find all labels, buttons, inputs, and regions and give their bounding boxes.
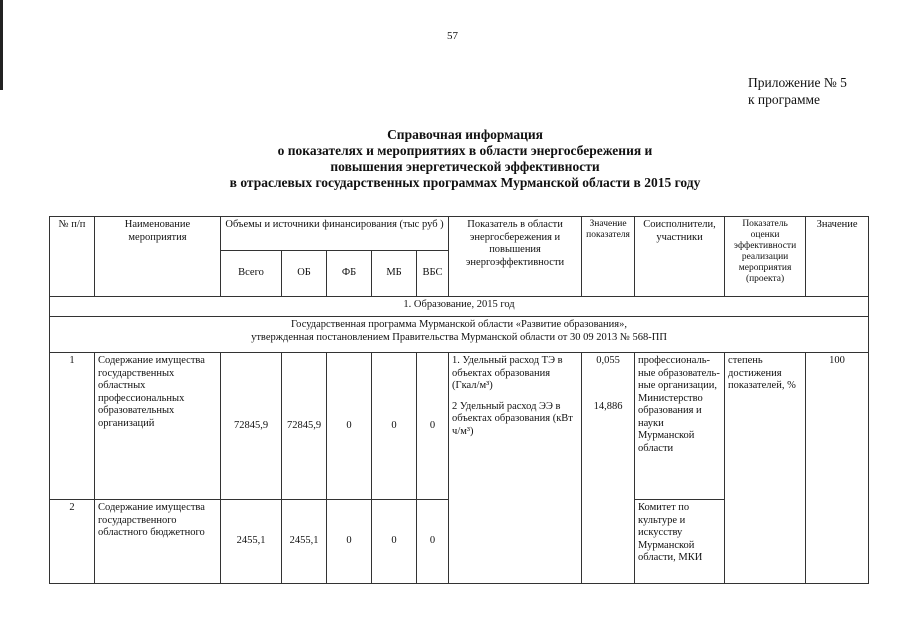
row-1-name: Содержание имущества государственных областных профессиональных образовательных организаций (95, 353, 221, 500)
indicator-values-cell (582, 353, 635, 584)
header-funding: Объемы и источники финансирования (тыс руб ) (221, 217, 449, 251)
program-line-1: Государственная программа Мурманской области «Развитие образования», (291, 319, 627, 330)
header-vbs: ВБС (417, 251, 449, 297)
header-eff-indicator: Показатель оценки эффективности реализации мероприятия (проекта) (725, 217, 806, 297)
header-partners: Соисполнители, участники (635, 217, 725, 297)
table-row (50, 353, 869, 500)
section-row (50, 297, 869, 317)
indicator-1: 1. Удельный расход ТЭ в объектах образования (Гкал/м³) (452, 355, 563, 391)
row-2-fb: 0 (327, 500, 372, 584)
info-table (49, 216, 869, 584)
header-mb: МБ (372, 251, 417, 297)
row-2-total: 2455,1 (221, 500, 282, 584)
header-indicator: Показатель в области энергосбережения и повышения энергоэффективности (449, 217, 582, 297)
section-title: 1. Образование, 2015 год (50, 297, 869, 317)
program-line-2: утвержденная постановлением Правительства Мурманской области от 30 09 2013 № 568-ПП (251, 331, 667, 343)
row-1-ob: 72845,9 (282, 353, 327, 500)
title-line-4: в отраслевых государственных программах Мурманской области в 2015 году (229, 175, 701, 190)
indicator-2: 2 Удельный расход ЭЭ в объектах образования (кВт ч/м³) (452, 400, 573, 437)
row-1-fb: 0 (327, 353, 372, 500)
indicator-value-2: 14,886 (593, 400, 623, 412)
document-title (100, 127, 830, 191)
header-name: Наименование мероприятия (95, 217, 221, 297)
eff-indicator: степень достижения показателей, % (725, 353, 806, 584)
row-2-mb: 0 (372, 500, 417, 584)
title-line-2: о показателях и мероприятиях в области энергосбережения и (277, 143, 653, 158)
indicator-cell (449, 353, 582, 584)
eff-value: 100 (806, 353, 869, 584)
row-1-partners: профессиональ-ные образователь-ные организации, Министерство образования и науки Мурманской области (635, 353, 725, 500)
title-line-3: повышения энергетической эффективности (330, 159, 600, 174)
header-fb: ФБ (327, 251, 372, 297)
program-row (50, 317, 869, 353)
row-1-total: 72845,9 (221, 353, 282, 500)
appendix-line-1: Приложение № 5 (748, 75, 847, 90)
row-1-num: 1 (50, 353, 95, 500)
appendix-line-2: к программе (748, 92, 821, 107)
row-2-partners: Комитет по культуре и искусству Мурманской области, МКИ (635, 500, 725, 584)
row-1-mb: 0 (372, 353, 417, 500)
header-ob: ОБ (282, 251, 327, 297)
row-1-vbs: 0 (417, 353, 449, 500)
page-edge-mark (0, 0, 3, 90)
header-row-1 (50, 217, 869, 251)
header-total: Всего (221, 251, 282, 297)
indicator-value-1: 0,055 (596, 355, 620, 366)
appendix-label (748, 74, 847, 108)
page-number: 57 (447, 30, 458, 42)
row-2-ob: 2455,1 (282, 500, 327, 584)
header-value: Значение (806, 217, 869, 297)
header-indicator-value: Значение показателя (582, 217, 635, 297)
program-title (50, 317, 869, 353)
row-2-vbs: 0 (417, 500, 449, 584)
row-2-name: Содержание имущества государственного областного бюджетного (95, 500, 221, 584)
title-line-1: Справочная информация (387, 127, 543, 142)
header-num: № п/п (50, 217, 95, 297)
row-2-num: 2 (50, 500, 95, 584)
